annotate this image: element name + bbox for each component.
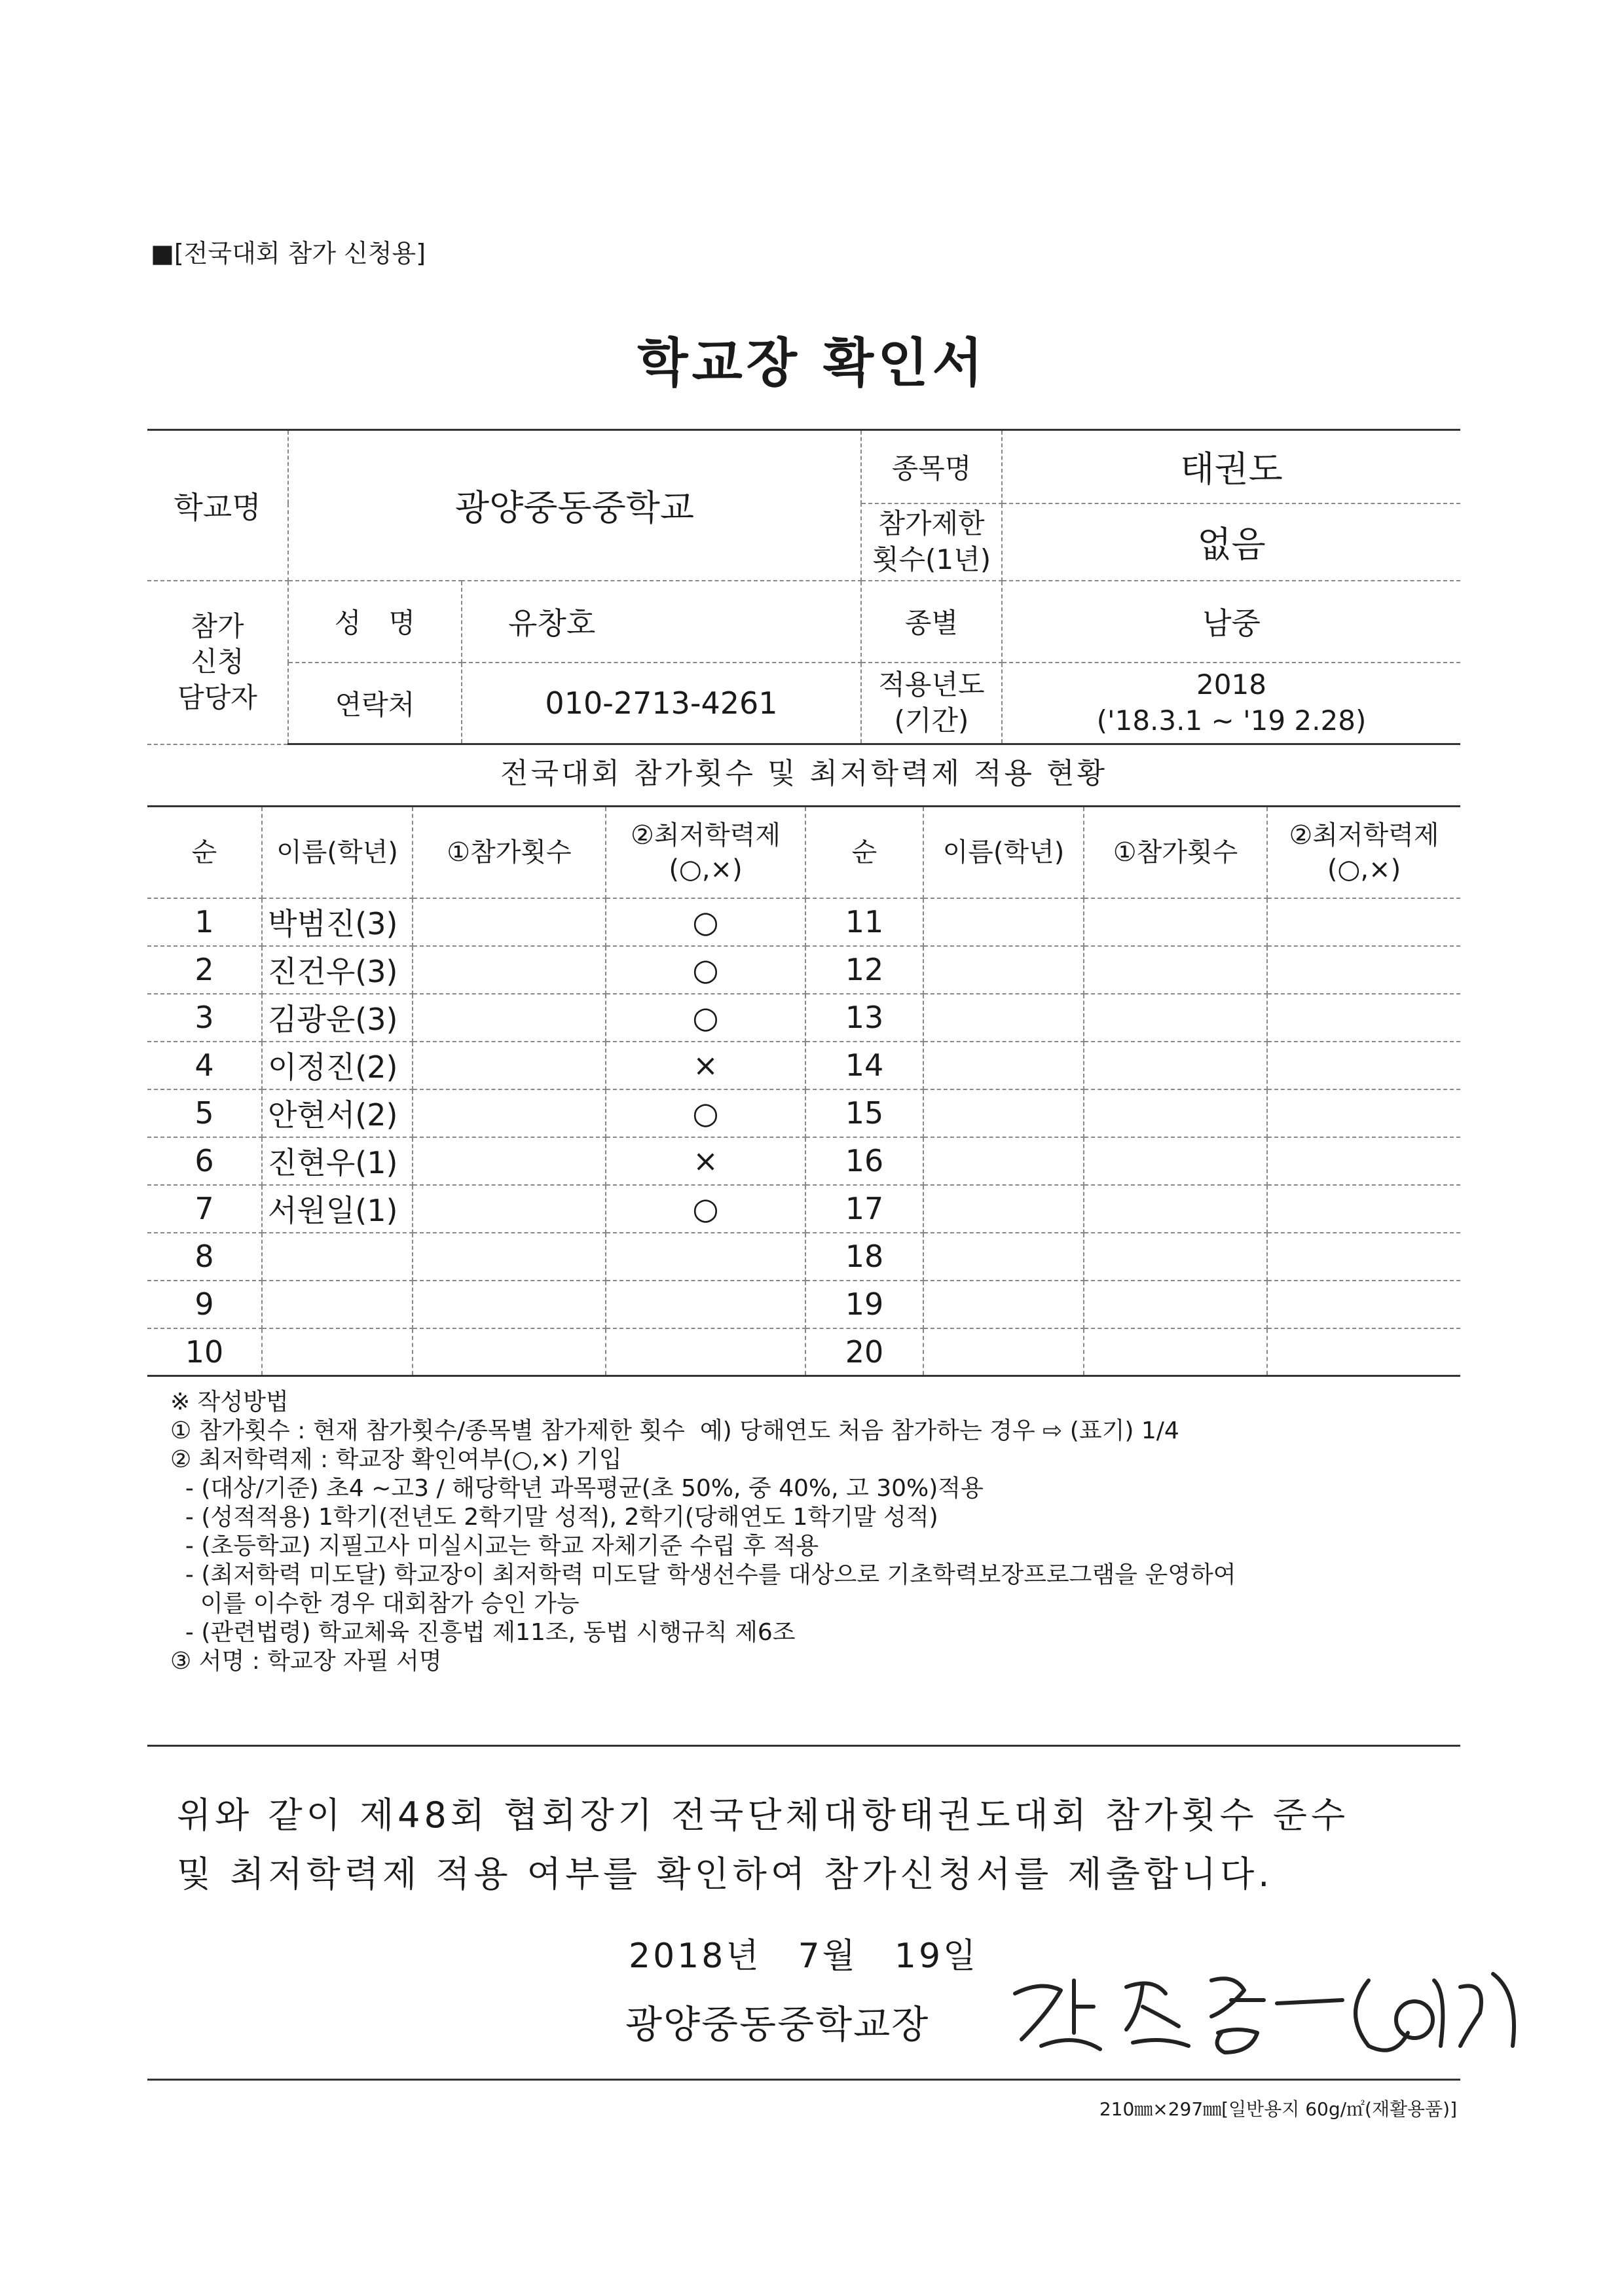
year-label-line1: 적용년도 [878,668,985,701]
participation-count [1084,1042,1267,1089]
academic-mark: ○ [606,1089,805,1137]
participation-count [413,898,606,946]
limit-label [861,503,1002,581]
row-no: 13 [805,994,923,1042]
header-count: ①참가횟수 [413,807,606,898]
row-no: 6 [147,1137,262,1185]
academic-mark [1267,1185,1460,1233]
table-row [147,1328,1460,1376]
year-value [1002,663,1460,744]
table-row [147,1185,1460,1233]
academic-mark [606,1233,805,1281]
note-line: - (성적적용) 1학기(전년도 2학기말 성적), 2학기(당해연도 1학기말 성적) [170,1504,938,1531]
academic-mark: ○ [606,946,805,994]
row-no: 5 [147,1089,262,1137]
contact-label-line1: 참가 [191,610,244,642]
declaration-line2: 및 최저학력제 적용 여부를 확인하여 참가신청서를 제출합니다. [177,1853,1274,1895]
table-row [147,994,1460,1042]
year-label [861,663,1002,744]
form-type-tag: ■[전국대회 참가 신청용] [151,239,426,268]
row-no: 16 [805,1137,923,1185]
event-label: 종목명 [861,430,1002,503]
academic-mark: ○ [606,898,805,946]
header-academic-line2: (○,×) [1327,854,1401,884]
academic-mark [1267,1089,1460,1137]
header-academic-line1: ②최저학력제 [630,820,781,850]
header-academic [1267,807,1460,898]
category-label: 종별 [861,581,1002,663]
table-row [147,898,1460,946]
contact-label-line3: 담당자 [177,681,257,714]
header-academic-line2: (○,×) [669,854,743,884]
paper-spec: 210㎜×297㎜[일반용지 60g/㎡(재활용품)] [1099,2098,1457,2120]
participation-count [1084,946,1267,994]
note-line: - (초등학교) 지필고사 미실시교는 학교 자체기준 수립 후 적용 [170,1533,819,1559]
academic-mark [1267,1042,1460,1089]
table-row [147,946,1460,994]
header-no: 순 [805,807,923,898]
academic-mark [606,1328,805,1376]
year-value-line2: ('18.3.1 ~ '19 2.28) [1096,704,1367,737]
school-info-table [147,429,1460,745]
participation-count [1084,1233,1267,1281]
participation-count [1084,1089,1267,1137]
participation-count [413,1089,606,1137]
row-no: 8 [147,1233,262,1281]
year-label-line2: (기간) [894,704,969,737]
student-name: 진건우(3) [262,946,413,994]
academic-mark: ○ [606,994,805,1042]
writing-instructions [170,1388,1236,1676]
school-label: 학교명 [147,430,288,581]
header-academic-line1: ②최저학력제 [1289,820,1439,850]
contact-label [147,581,288,744]
table-row [147,1233,1460,1281]
student-name: 안현서(2) [262,1089,413,1137]
document-title: 학교장 확인서 [637,333,987,393]
student-name [923,1089,1084,1137]
signer-title: 광양중동중학교장 [625,2002,930,2047]
school-name: 광양중동중학교 [288,430,861,581]
footer-divider [147,2079,1460,2081]
student-name [262,1328,413,1376]
contact-label-line2: 신청 [191,646,244,678]
row-no: 11 [805,898,923,946]
row-no: 18 [805,1233,923,1281]
header-academic [606,807,805,898]
student-name [923,1328,1084,1376]
participation-count [1084,1281,1267,1328]
table-row [147,1089,1460,1137]
row-no: 20 [805,1328,923,1376]
student-name: 김광운(3) [262,994,413,1042]
student-name [262,1233,413,1281]
status-title: 전국대회 참가횟수 및 최저학력제 적용 현황 [500,757,1107,790]
row-no: 1 [147,898,262,946]
note-line: - (관련법령) 학교체육 진흥법 제11조, 동법 시행규칙 제6조 [170,1619,796,1646]
row-no: 17 [805,1185,923,1233]
participation-count [413,1042,606,1089]
student-name [923,898,1084,946]
phone-value: 010-2713-4261 [462,663,861,744]
participation-count [1084,1328,1267,1376]
header-no: 순 [147,807,262,898]
row-no: 15 [805,1089,923,1137]
academic-mark [1267,1328,1460,1376]
row-no: 3 [147,994,262,1042]
row-no: 19 [805,1281,923,1328]
student-name [923,946,1084,994]
row-no: 9 [147,1281,262,1328]
student-name: 서원일(1) [262,1185,413,1233]
table-row [147,1137,1460,1185]
academic-mark [1267,898,1460,946]
header-name: 이름(학년) [262,807,413,898]
academic-mark [1267,946,1460,994]
academic-mark: ○ [606,1185,805,1233]
academic-mark: × [606,1042,805,1089]
participation-count [413,1281,606,1328]
participation-count [413,1233,606,1281]
event-value: 태권도 [1002,430,1460,503]
row-no: 7 [147,1185,262,1233]
declaration-line1: 위와 같이 제48회 협회장기 전국단체대항태권도대회 참가횟수 준수 [177,1795,1350,1836]
applicant-name-value: 유창호 [462,581,861,663]
applicant-name-label: 성 명 [288,581,462,663]
student-name [923,994,1084,1042]
note-line: ③ 서명 : 학교장 자필 서명 [170,1648,442,1675]
student-name: 박범진(3) [262,898,413,946]
note-line: - (대상/기준) 초4 ~고3 / 해당학년 과목평균(초 50%, 중 40%, 고 30%)적용 [170,1475,984,1502]
row-no: 4 [147,1042,262,1089]
participation-count [413,1328,606,1376]
header-name: 이름(학년) [923,807,1084,898]
academic-mark: × [606,1137,805,1185]
student-name: 이정진(2) [262,1042,413,1089]
signing-date: 2018년 7월 19일 [629,1937,979,1976]
academic-mark [1267,1233,1460,1281]
table-row [147,1042,1460,1089]
header-count: ①참가횟수 [1084,807,1267,898]
participation-count [413,1185,606,1233]
phone-label: 연락처 [288,663,462,744]
limit-value: 없음 [1002,503,1460,581]
academic-mark [1267,1137,1460,1185]
note-line: - (최저학력 미도달) 학교장이 최저학력 미도달 학생선수를 대상으로 기초학력보장프로그램을 운영하여 [170,1561,1236,1588]
academic-mark [1267,994,1460,1042]
row-no: 12 [805,946,923,994]
student-name [923,1137,1084,1185]
row-no: 14 [805,1042,923,1089]
participation-count [1084,1137,1267,1185]
note-line: ※ 작성방법 [170,1389,289,1415]
note-line: 이를 이수한 경우 대회참가 승인 가능 [170,1590,580,1617]
row-no: 2 [147,946,262,994]
academic-mark [606,1281,805,1328]
student-name: 진현우(1) [262,1137,413,1185]
student-name [923,1042,1084,1089]
limit-label-line1: 참가제한 [878,507,985,539]
table-row [147,1281,1460,1328]
category-value: 남중 [1002,581,1460,663]
student-name [923,1233,1084,1281]
note-line: ① 참가횟수 : 현재 참가횟수/종목별 참가제한 횟수 예) 당해연도 처음 참가하는 경우 ⇨ (표기) 1/4 [170,1417,1179,1444]
participation-count [413,994,606,1042]
row-no: 10 [147,1328,262,1376]
participation-count [1084,898,1267,946]
student-name [923,1185,1084,1233]
year-value-line1: 2018 [1196,668,1266,701]
student-name [923,1281,1084,1328]
participation-count [413,1137,606,1185]
participation-count [1084,994,1267,1042]
section-divider [147,1745,1460,1747]
limit-label-line2: 횟수(1년) [872,543,991,575]
note-line: ② 최저학력제 : 학교장 확인여부(○,×) 기입 [170,1446,622,1473]
student-name [262,1281,413,1328]
handwritten-signature [1002,1954,1539,2066]
status-table [147,805,1460,1377]
academic-mark [1267,1281,1460,1328]
participation-count [1084,1185,1267,1233]
participation-count [413,946,606,994]
